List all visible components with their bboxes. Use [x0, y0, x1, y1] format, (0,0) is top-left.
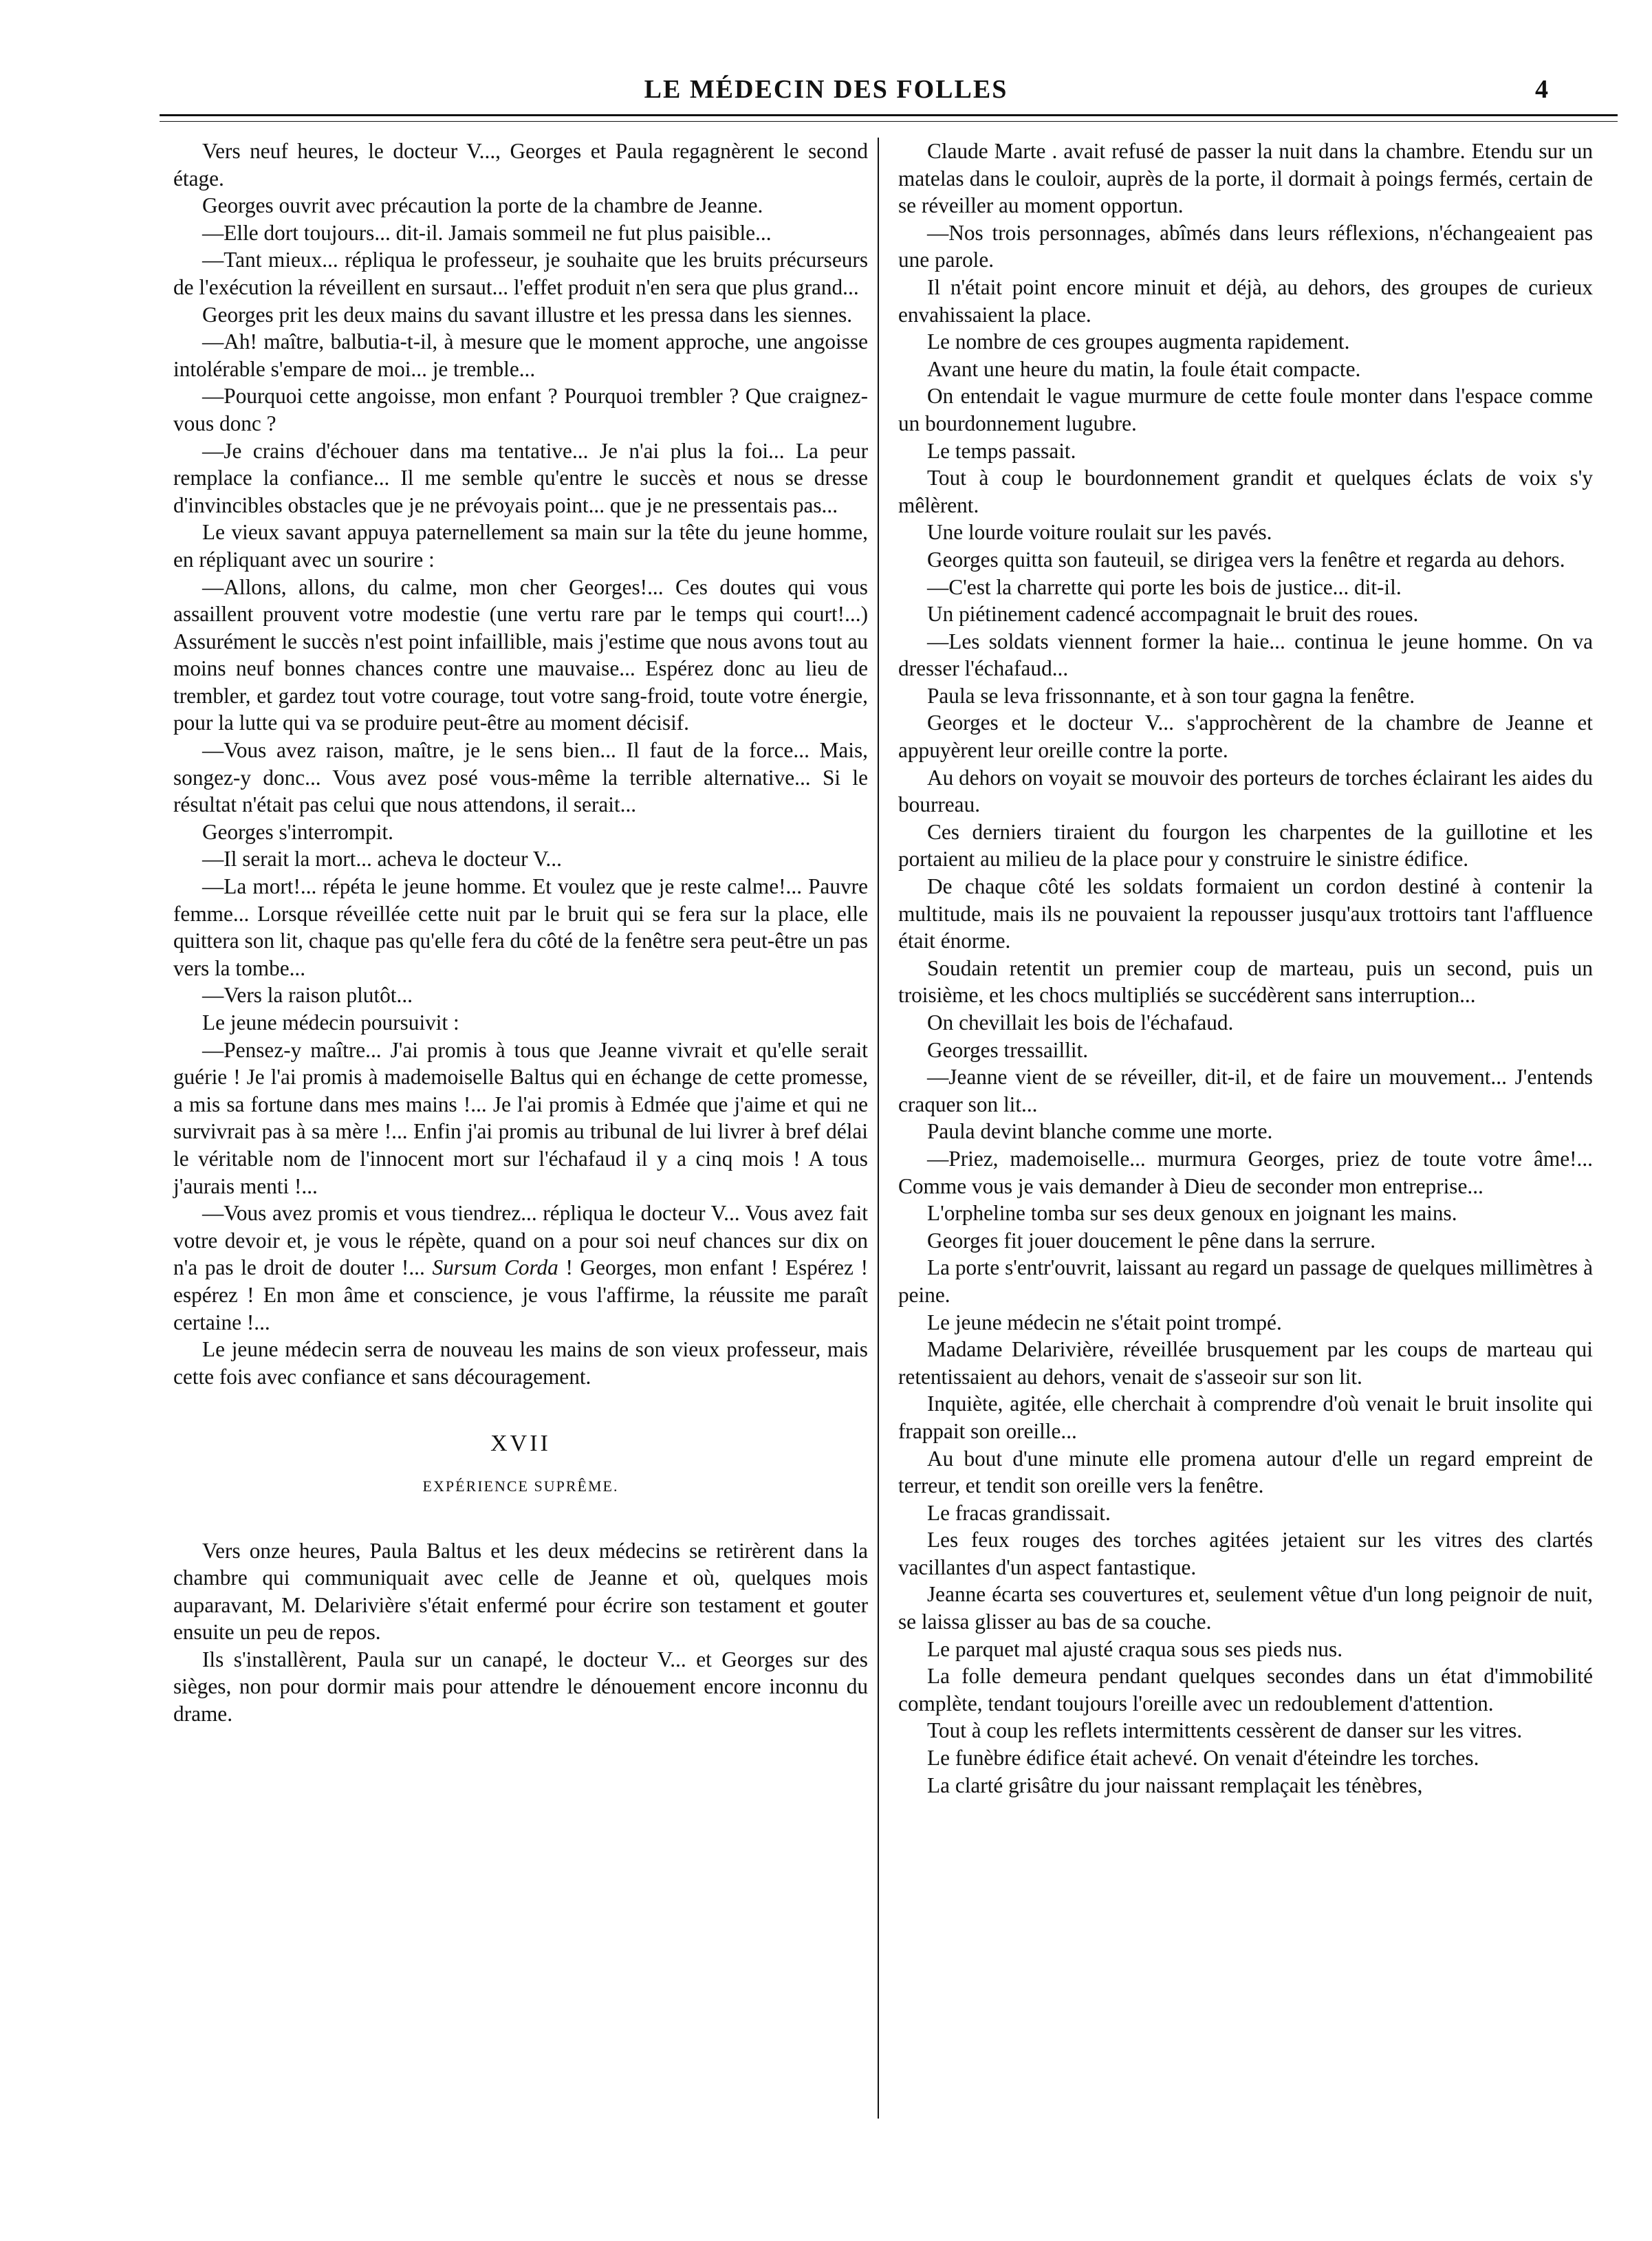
italic-phrase: Sursum Corda — [432, 1255, 558, 1280]
paragraph: —Je crains d'échouer dans ma tentative... Je n'ai plus la foi... La peur remplace la confiance... Il me semble qu'entre le succès et nous se dresse d'invincibles obstacles que je ne prévoyais point... que je ne pressentais pas... — [173, 438, 868, 517]
paragraph: Le jeune médecin ne s'était point trompé. — [927, 1310, 1282, 1334]
paragraph: —Vous avez raison, maître, je le sens bien... Il faut de la force... Mais, songez-y donc... Vous avez posé vous-même la terrible alternative... Si le résultat n'était pas celui que nous attendons, il serait... — [173, 738, 868, 817]
paragraph: Le nombre de ces groupes augmenta rapidement. — [927, 329, 1350, 354]
paragraph: —Jeanne vient de se réveiller, dit-il, et de faire un mouvement... J'entends craquer son lit... — [898, 1065, 1593, 1116]
paragraph: Georges s'interrompit. — [202, 819, 393, 844]
left-column — [173, 138, 868, 1728]
paragraph: Georges tressaillit. — [927, 1037, 1089, 1062]
paragraph: Vers neuf heures, le docteur V..., Georges et Paula regagnèrent le second étage. — [173, 139, 868, 191]
paragraph: Avant une heure du matin, la foule était compacte. — [927, 356, 1361, 381]
paragraph: —Vers la raison plutôt... — [202, 983, 413, 1008]
paragraph: Jeanne écarta ses couvertures et, seulement vêtue d'un long peignoir de nuit, se laissa glisser au bas de sa couche. — [898, 1582, 1593, 1634]
paragraph: Les feux rouges des torches agitées jetaient sur les vitres des clartés vacillantes d'un aspect fantastique. — [898, 1528, 1593, 1579]
header-rule-thin — [160, 121, 1618, 122]
header-rule — [160, 114, 1618, 116]
paragraph: Il n'était point encore minuit et déjà, au dehors, des groupes de curieux envahissaient la place. — [898, 274, 1593, 327]
paragraph: Le funèbre édifice était achevé. On venait d'éteindre les torches. — [927, 1746, 1479, 1771]
paragraph: Tout à coup les reflets intermittents cessèrent de danser sur les vitres. — [927, 1718, 1523, 1743]
right-column — [898, 138, 1593, 1799]
paragraph: Un piétinement cadencé accompagnait le bruit des roues. — [927, 602, 1419, 627]
paragraph: Madame Delarivière, réveillée brusquement par les coups de marteau qui retentissaient au dehors, venait de s'asseoir sur son lit. — [898, 1337, 1593, 1389]
paragraph: —Allons, allons, du calme, mon cher Georges!... Ces doutes qui vous assaillent prouvent votre modestie (une vertu rare par le temps qui court!...) Assurément le succès n'est point infaillible, mais j'estime que nous avons tout au moins neuf bonnes chances contre une mauvaise... Espérez donc au lieu de trembler, et gardez tout votre courage, tout votre sang-froid, toute votre énergie, pour la lutte qui va se produire peut-être au moment décisif. — [173, 574, 868, 735]
paragraph: —Priez, mademoiselle... murmura Georges, priez de toute votre âme!... Comme vous je vais demander à Dieu de seconder mon entreprise... — [898, 1146, 1593, 1198]
paragraph: Le temps passait. — [927, 438, 1076, 463]
paragraph-text-continued: ! Georges, mon enfant ! Espérez ! espérez ! En mon âme et conscience, je vous l'affirme, la réussite me paraît certaine !... — [173, 1255, 868, 1334]
paragraph: Georges fit jouer doucement le pêne dans la serrure. — [927, 1228, 1376, 1253]
paragraph: —Les soldats viennent former la haie... continua le jeune homme. On va dresser l'échafaud... — [898, 629, 1593, 681]
paragraph: Le jeune médecin poursuivit : — [202, 1010, 459, 1035]
paragraph: Paula devint blanche comme une morte. — [927, 1119, 1273, 1144]
paragraph: —Elle dort toujours... dit-il. Jamais sommeil ne fut plus paisible... — [202, 220, 772, 245]
paragraph: Soudain retentit un premier coup de marteau, puis un second, puis un troisième, et les chocs multipliés se succédèrent sans interruption... — [898, 955, 1593, 1008]
paragraph-sursum — [173, 1200, 868, 1336]
paragraph: On entendait le vague murmure de cette foule monter dans l'espace comme un bourdonnement lugubre. — [898, 384, 1593, 435]
paragraph: Paula se leva frissonnante, et à son tour gagna la fenêtre. — [927, 683, 1415, 708]
running-title: LE MÉDECIN DES FOLLES — [644, 75, 1008, 104]
chapter-title: EXPÉRIENCE SUPRÊME. — [422, 1477, 619, 1495]
paragraph: Au dehors on voyait se mouvoir des porteurs de torches éclairant les aides du bourreau. — [898, 765, 1593, 817]
paragraph: Tout à coup le bourdonnement grandit et quelques éclats de voix s'y mêlèrent. — [898, 466, 1593, 517]
paragraph: Le jeune médecin serra de nouveau les mains de son vieux professeur, mais cette fois avec confiance et sans découragement. — [173, 1337, 868, 1389]
paragraph: La folle demeura pendant quelques secondes dans un état d'immobilité complète, tendant toujours l'oreille avec un redoublement d'attention. — [898, 1664, 1593, 1715]
paragraph: Vers onze heures, Paula Baltus et les deux médecins se retirèrent dans la chambre qui communiquait avec celle de Jeanne et où, quelques mois auparavant, M. Delarivière s'était enfermé pour écrire son testament et gouter ensuite un peu de repos. — [173, 1538, 868, 1645]
paragraph: —Tant mieux... répliqua le professeur, je souhaite que les bruits précurseurs de l'exécution la réveillent en sursaut... l'effet produit n'en sera que plus grand... — [173, 248, 868, 299]
paragraph: Au bout d'une minute elle promena autour d'elle un regard empreint de terreur, et tendit son oreille vers la fenêtre. — [898, 1446, 1593, 1498]
paragraph: La clarté grisâtre du jour naissant remplaçait les ténèbres, — [927, 1773, 1423, 1797]
paragraph: Le vieux savant appuya paternellement sa main sur la tête du jeune homme, en répliquant avec un sourire : — [173, 520, 868, 572]
paragraph: —Pensez-y maître... J'ai promis à tous que Jeanne vivrait et qu'elle serait guérie ! Je l'ai promis à mademoiselle Baltus qui en échange de cette promesse, a mis sa fortune dans mes mains !... Je l'ai promis à Edmée que j'aime et qui ne survivrait pas à sa mère !... Enfin j'ai promis au tribunal de lui livrer à bref délai le véritable nom de l'innocent mort sur l'échafaud il y a cinq mois ! A tous j'aurais menti !... — [173, 1037, 868, 1198]
paragraph: Georges et le docteur V... s'approchèrent de la chambre de Jeanne et appuyèrent leur oreille contre la porte. — [898, 711, 1593, 763]
paragraph: —Il serait la mort... acheva le docteur V... — [202, 847, 562, 872]
paragraph: Claude Marte . avait refusé de passer la nuit dans la chambre. Etendu sur un matelas dans le couloir, auprès de la porte, il dormait à poings fermés, certain de se réveiller au moment opportun. — [898, 139, 1593, 218]
paragraph: Ces derniers tiraient du fourgon les charpentes de la guillotine et les portaient au milieu de la place pour y construire le sinistre édifice. — [898, 819, 1593, 872]
paragraph-text: —Vous avez promis et vous tiendrez... répliqua le docteur V... Vous avez fait votre devoir et, je vous le répète, quand on a pour soi neuf chances sur dix on n'a pas le droit de douter !... — [173, 1201, 868, 1280]
paragraph: Georges ouvrit avec précaution la porte de la chambre de Jeanne. — [202, 193, 763, 218]
paragraph: Le parquet mal ajusté craqua sous ses pieds nus. — [927, 1636, 1343, 1661]
paragraph: Inquiète, agitée, elle cherchait à comprendre d'où venait le bruit insolite qui frappait son oreille... — [898, 1392, 1593, 1443]
paragraph: Une lourde voiture roulait sur les pavés. — [927, 520, 1272, 545]
paragraph: —La mort!... répéta le jeune homme. Et voulez que je reste calme!... Pauvre femme... Lorsque réveillée cette nuit par le bruit qui se fera sur la place, elle quittera son lit, chaque pas qu'elle fera du côté de la fenêtre sera peut-être un pas vers la tombe... — [173, 874, 868, 980]
paragraph: —Nos trois personnages, abîmés dans leurs réflexions, n'échangeaient pas une parole. — [898, 220, 1593, 272]
paragraph: La porte s'entr'ouvrit, laissant au regard un passage de quelques millimètres à peine. — [898, 1255, 1593, 1307]
paragraph: Georges prit les deux mains du savant illustre et les pressa dans les siennes. — [202, 302, 853, 327]
paragraph: L'orpheline tomba sur ses deux genoux en joignant les mains. — [927, 1201, 1457, 1226]
paragraph: Georges quitta son fauteuil, se dirigea vers la fenêtre et regarda au dehors. — [927, 547, 1565, 572]
paragraph: Ils s'installèrent, Paula sur un canapé, le docteur V... et Georges sur des sièges, non pour dormir mais pour attendre le dénouement encore inconnu du drame. — [173, 1647, 868, 1726]
paragraph: De chaque côté les soldats formaient un cordon destiné à contenir la multitude, mais ils ne pouvaient la repousser jusqu'aux trottoirs tant l'affluence était énorme. — [898, 874, 1593, 953]
chapter-number: XVII — [490, 1431, 551, 1457]
paragraph: —Pourquoi cette angoisse, mon enfant ? Pourquoi trembler ? Que craignez-vous donc ? — [173, 384, 868, 435]
paragraph: —Ah! maître, balbutia-t-il, à mesure que le moment approche, une angoisse intolérable s'empare de moi... je tremble... — [173, 329, 868, 381]
paragraph: Le fracas grandissait. — [927, 1500, 1111, 1525]
page-number: 4 — [1535, 75, 1548, 104]
column-divider — [878, 138, 879, 2119]
paragraph: —C'est la charrette qui porte les bois de justice... dit-il. — [927, 574, 1402, 599]
paragraph: On chevillait les bois de l'échafaud. — [927, 1010, 1234, 1035]
